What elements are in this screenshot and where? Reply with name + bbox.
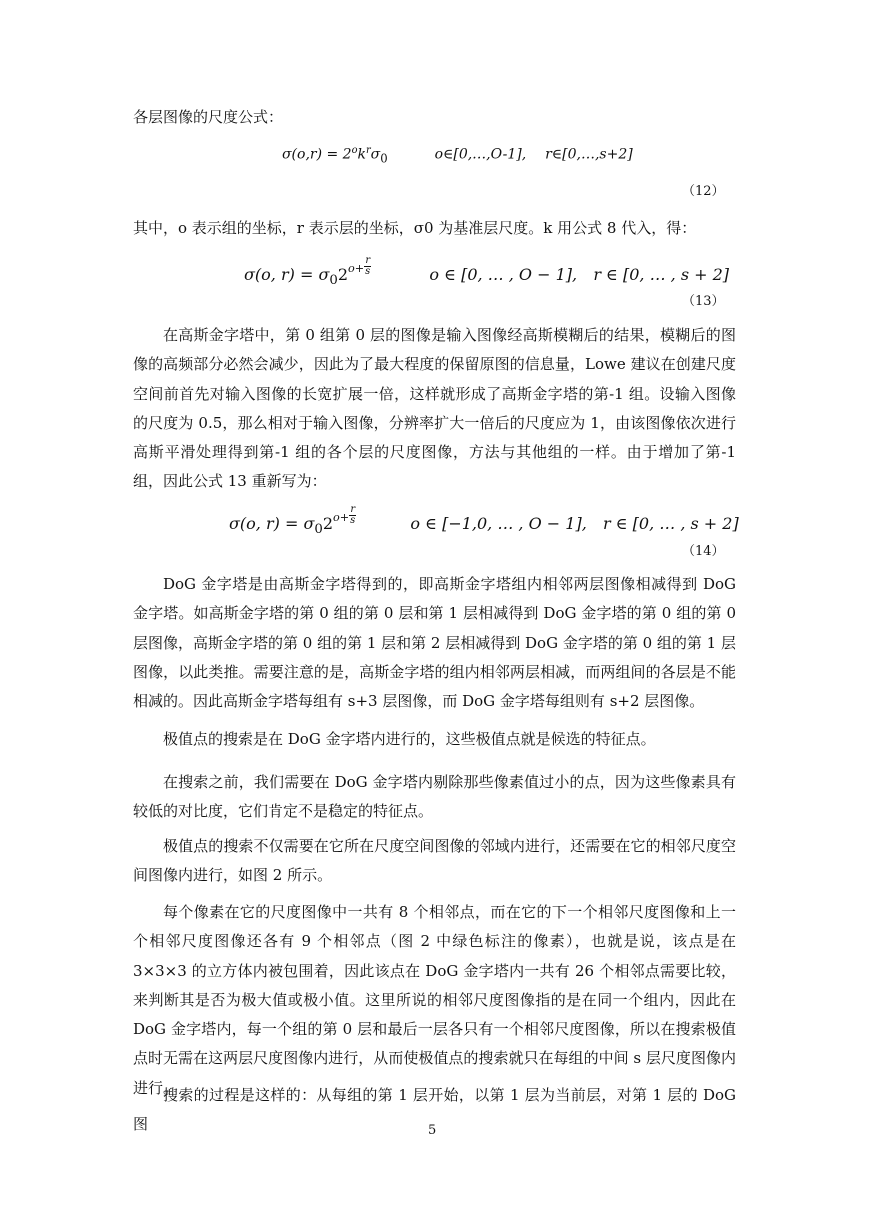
equation-14: σ(o, $r) = \sigma_02^{o+}$ $\frac{r}{s}$ o ∈ [−1,0, … , O − 1], r ∈ [0, … , s + 2] (229, 504, 739, 538)
paragraph-dog-pyramid: DoG 金字塔是由高斯金字塔得到的，即高斯金字塔组内相邻两层图像相减得到 DoG 金字塔。如高斯金字塔的第 0 组的第 0 层和第 1 层相减得到 DoG 金字塔的第 0 组的第 0 层图像，高斯金字塔的第 0 组的第 1 层和第 2 层相减得到 DoG 金字塔的第 0 组的第 1 层图像，以此类推。需要注意的是，高斯金字塔的组内相邻两层相减，而两组间的各层是不能相减的。因此高斯金字塔每组有 s+3 层图像，而 DoG 金字塔每组则有 s+2 层图像。 (133, 575, 736, 711)
eq14-lhs: σ(o, r) = σ (229, 513, 315, 533)
paragraph-pixel-neighbors: 每个像素在它的尺度图像中一共有 8 个相邻点，而在它的下一个相邻尺度图像和上一个相邻尺度图像还各有 9 个相邻点（图 2 中绿色标注的像素），也就是说，该点是在 3×3×3 的立方体内被包围着，因此该点在 DoG 金字塔内一共有 26 个相邻点需要比较，来判断其是否为极大值或极小值。这里所说的相邻尺度图像指的是在同一个组内，因此在 DoG 金字塔内，每一个组的第 0 层和最后一层各只有一个相邻尺度图像，所以在搜索极值点时无需在这两层尺度图像内进行，从而使极值点的搜索就只在每组的中间 s 层尺度图像内进行。 (133, 903, 736, 1097)
eq13-condition-r: r ∈ [0, … , s + 2] (593, 264, 730, 284)
paragraph-before-search: 在搜索之前，我们需要在 DoG 金字塔内剔除那些像素值过小的点，因为这些像素具有较低的对比度，它们肯定不是稳定的特征点。 (133, 773, 736, 821)
paragraph-neighbor-scales: 极值点的搜索不仅需要在它所在尺度空间图像的邻域内进行，还需要在它的相邻尺度空间图像内进行，如图 2 所示。 (133, 837, 736, 885)
paragraph-gaussian-pyramid: 在高斯金字塔中，第 0 组第 0 层的图像是输入图像经高斯模糊后的结果，模糊后的图像的高频部分必然会减少，因此为了最大程度的保留原图的信息量，Lowe 建议在创建尺度空间前首先对输入图像的长宽扩展一倍，这样就形成了高斯金字塔的第-1 组。设输入图像的尺度为 0.5，那么相对于输入图像，分辨率扩大一倍后的尺度应为 1，由该图像依次进行高斯平滑处理得到第-1 组的各个层的尺度图像，方法与其他组的一样。由于增加了第-1 组，因此公式 13 重新写为： (133, 326, 736, 491)
equation-14-number: （14） (682, 544, 725, 559)
intro-line: 各层图像的尺度公式： (133, 108, 284, 126)
eq12-condition-r: r∈[0,…,s+2] (545, 146, 633, 163)
equation-12: $\sigma(o,r) = 2^ok^r\sigma_0$ o∈[0,…,O-1], r∈[0,…,s+2] (282, 145, 633, 166)
eq12-lhs: σ(o,r) = 2 (282, 146, 352, 163)
eq12-condition-o: o∈[0,…,O-1], (434, 146, 527, 163)
eq14-condition-o: o ∈ [−1,0, … , O − 1], (410, 513, 587, 533)
equation-13-number: （13） (682, 294, 725, 309)
paragraph-search-process: 搜索的过程是这样的：从每组的第 1 层开始，以第 1 层为当前层，对第 1 层的 DoG 图 (133, 1086, 736, 1134)
eq13-condition-o: o ∈ [0, … , O − 1], (429, 264, 578, 284)
eq13-lhs: σ(o, r) = σ (244, 264, 330, 284)
paragraph-where: 其中，o 表示组的坐标，r 表示层的坐标，σ0 为基准层尺度。k 用公式 8 代入，得： (133, 219, 697, 237)
equation-13: σ(o, $r) = \sigma_02^{o+}$ $\frac{r}{s}$ o ∈ [0, … , O − 1], r ∈ [0, … , s + 2] (244, 255, 730, 289)
eq14-condition-r: r ∈ [0, … , s + 2] (602, 513, 739, 533)
equation-12-number: （12） (682, 184, 725, 199)
page-number: 5 (428, 1123, 437, 1138)
paragraph-extrema-search: 极值点的搜索是在 DoG 金字塔内进行的，这些极值点就是候选的特征点。 (163, 730, 656, 748)
